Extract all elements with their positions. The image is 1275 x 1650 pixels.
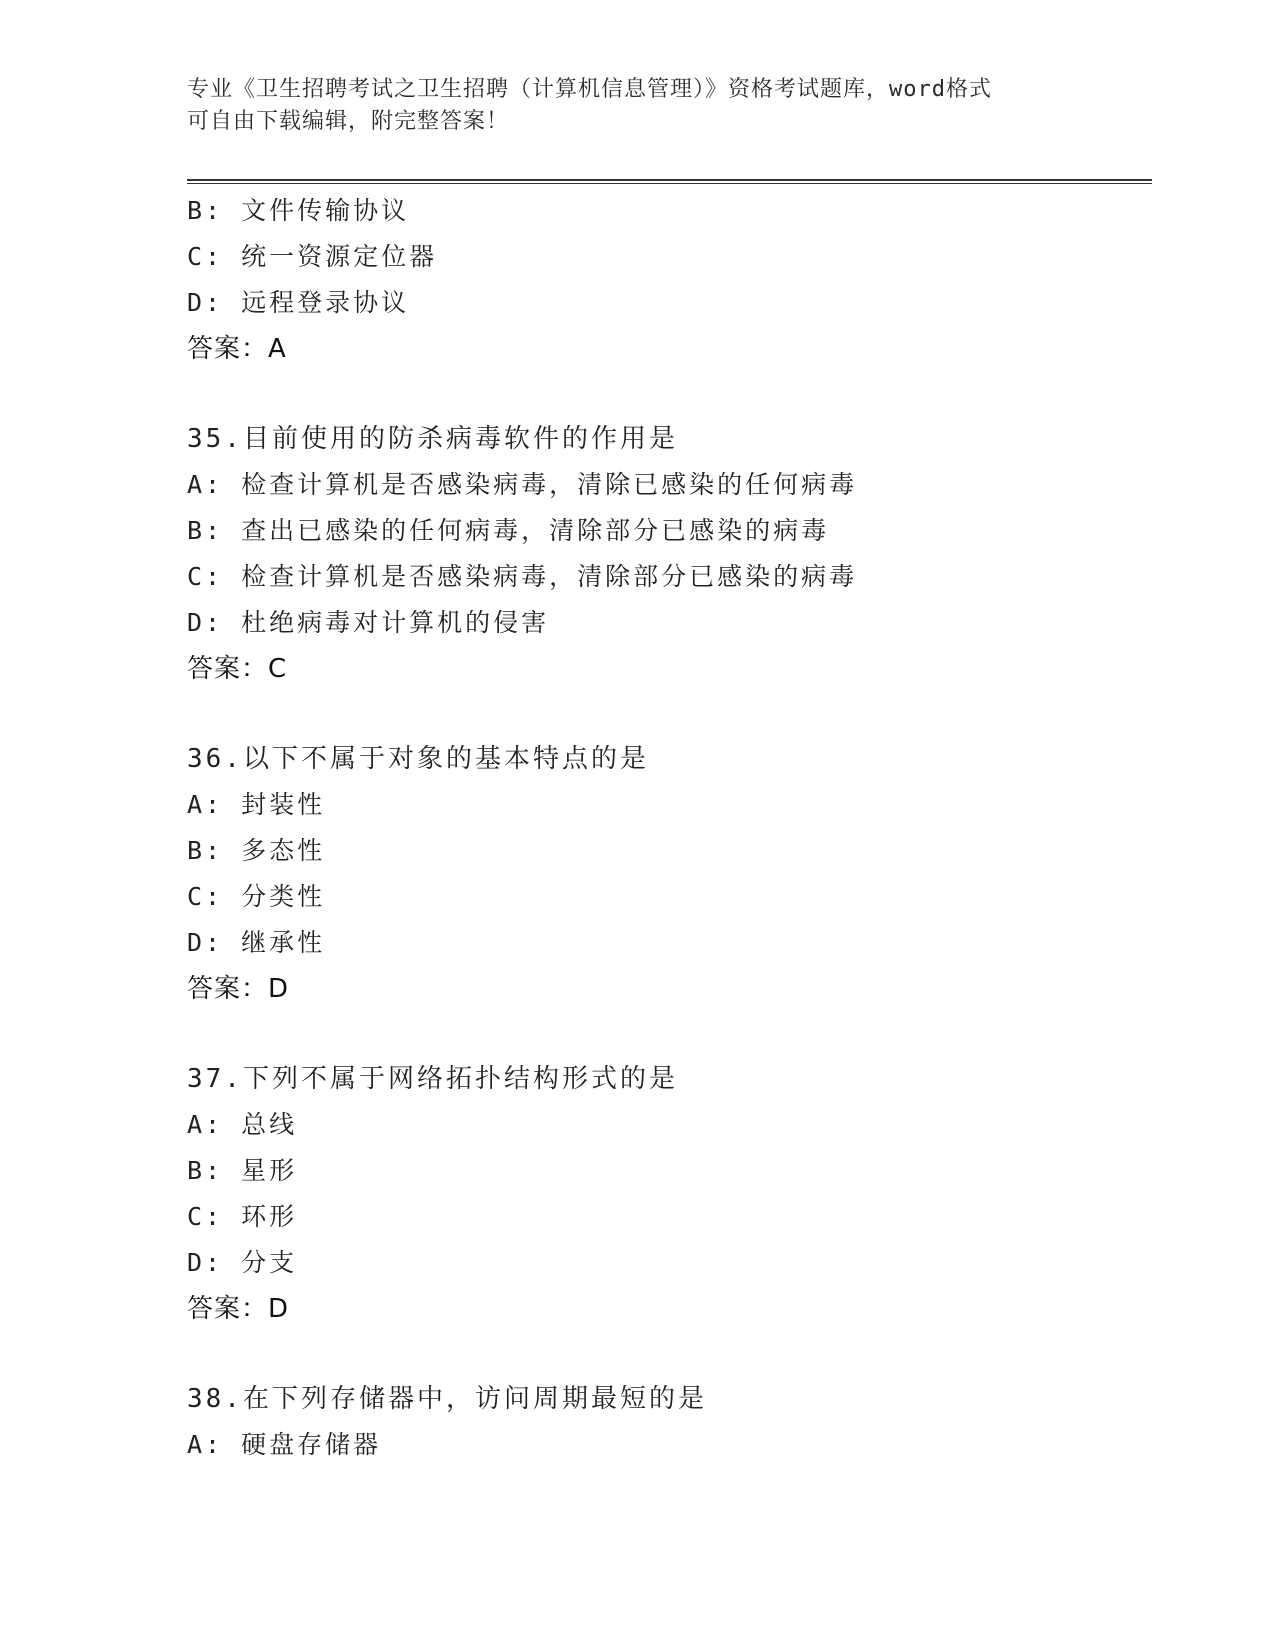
spacer — [187, 372, 1147, 416]
option-d: D: 分支 — [187, 1248, 298, 1277]
header-line-1: 专业《卫生招聘考试之卫生招聘（计算机信息管理）》资格考试题库，word格式 — [187, 77, 992, 102]
header-divider — [187, 179, 1152, 184]
option-a: A: 封装性 — [187, 790, 326, 819]
option-a: A: 总线 — [187, 1110, 298, 1139]
question-block-37 — [187, 1056, 1147, 1332]
option-b: B: 星形 — [187, 1156, 298, 1185]
document-header — [187, 74, 1087, 138]
answer-label: 答案：D — [187, 974, 290, 1004]
spacer — [187, 1012, 1147, 1056]
answer-label: 答案：D — [187, 1294, 290, 1324]
option-a: A: 检查计算机是否感染病毒，清除已感染的任何病毒 — [187, 470, 858, 499]
option-d: D: 远程登录协议 — [187, 288, 410, 317]
question-list — [187, 188, 1147, 1468]
question-title: 37.下列不属于网络拓扑结构形式的是 — [187, 1064, 678, 1094]
question-block-38 — [187, 1376, 1147, 1468]
question-block-35 — [187, 416, 1147, 692]
option-b: B: 查出已感染的任何病毒，清除部分已感染的病毒 — [187, 516, 830, 545]
option-d: D: 杜绝病毒对计算机的侵害 — [187, 608, 550, 637]
question-title: 35.目前使用的防杀病毒软件的作用是 — [187, 424, 678, 454]
answer-label: 答案：C — [187, 654, 288, 684]
question-block-34 — [187, 188, 1147, 372]
option-d: D: 继承性 — [187, 928, 326, 957]
option-c: C: 检查计算机是否感染病毒，清除部分已感染的病毒 — [187, 562, 858, 591]
option-b: B: 多态性 — [187, 836, 326, 865]
option-b: B: 文件传输协议 — [187, 196, 410, 225]
option-c: C: 统一资源定位器 — [187, 242, 438, 271]
question-title: 38.在下列存储器中，访问周期最短的是 — [187, 1384, 707, 1414]
question-block-36 — [187, 736, 1147, 1012]
question-title: 36.以下不属于对象的基本特点的是 — [187, 744, 649, 774]
answer-label: 答案：A — [187, 334, 287, 364]
option-c: C: 分类性 — [187, 882, 326, 911]
header-line-2: 可自由下载编辑，附完整答案！ — [187, 109, 510, 134]
spacer — [187, 692, 1147, 736]
option-a: A: 硬盘存储器 — [187, 1430, 382, 1459]
spacer — [187, 1332, 1147, 1376]
option-c: C: 环形 — [187, 1202, 298, 1231]
